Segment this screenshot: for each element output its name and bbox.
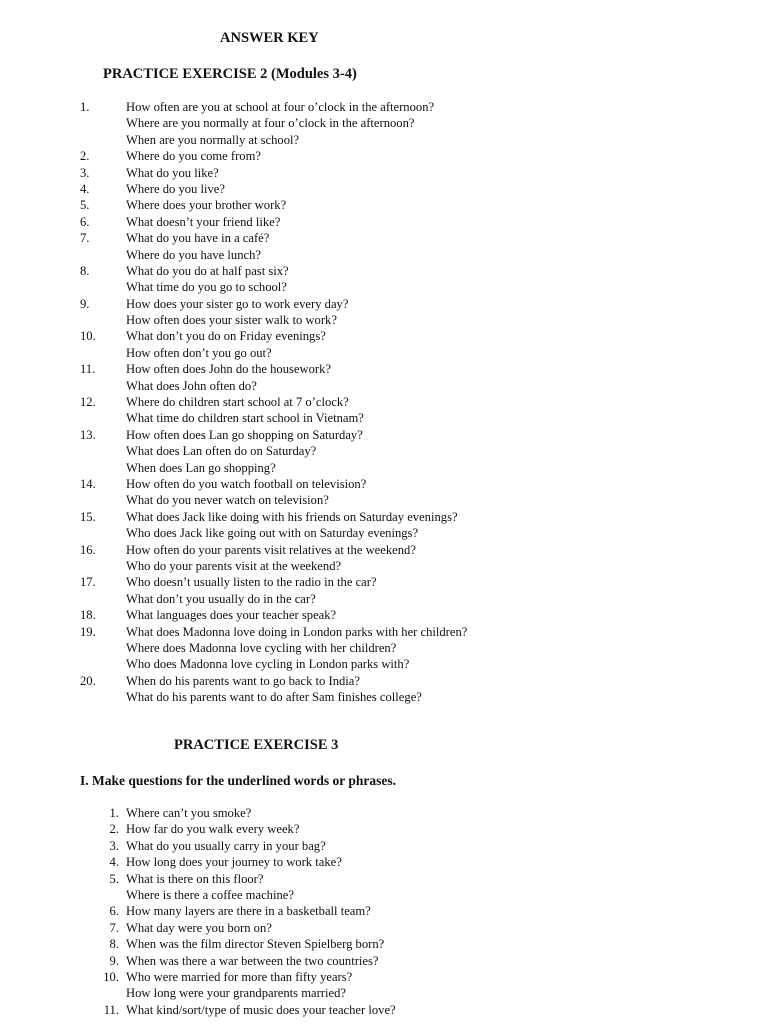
answer-text: What time do children start school in Vietnam? xyxy=(126,411,364,426)
item-number: 5. xyxy=(80,198,90,213)
answer-line xyxy=(80,328,720,344)
answer-line xyxy=(80,132,720,148)
item-number: 11. xyxy=(80,362,96,377)
answer-text: How long does your journey to work take? xyxy=(126,855,342,870)
answer-line xyxy=(80,296,720,312)
answer-line xyxy=(80,394,720,410)
answer-line xyxy=(102,838,702,854)
answer-text: What do you usually carry in your bag? xyxy=(126,838,326,853)
item-number: 9. xyxy=(109,953,119,968)
answer-line xyxy=(102,903,702,919)
item-number: 12. xyxy=(80,395,96,410)
answer-line xyxy=(80,443,720,459)
answer-line xyxy=(80,689,720,705)
item-number: 7. xyxy=(109,920,119,935)
answer-text: Where do you have lunch? xyxy=(126,247,261,262)
item-number: 2. xyxy=(80,149,90,164)
answer-line xyxy=(80,591,720,607)
answer-text: When do his parents want to go back to India? xyxy=(126,673,360,688)
answer-text: What does Jack like doing with his friends on Saturday evenings? xyxy=(126,509,458,524)
answer-text: How often do your parents visit relatives at the weekend? xyxy=(126,542,416,557)
answer-text: Where does Madonna love cycling with her children? xyxy=(126,640,397,655)
item-number: 2. xyxy=(109,822,119,837)
answer-text: What do you do at half past six? xyxy=(126,263,289,278)
item-number: 9. xyxy=(80,296,90,311)
item-number: 6. xyxy=(109,904,119,919)
answer-text: Who does Madonna love cycling in London parks with? xyxy=(126,657,410,672)
answer-key-title: ANSWER KEY xyxy=(220,30,319,46)
item-number: 20. xyxy=(80,673,96,688)
answer-text: What do his parents want to do after Sam finishes college? xyxy=(126,690,422,705)
answer-line xyxy=(80,345,720,361)
answer-text: How does your sister go to work every day? xyxy=(126,296,349,311)
answer-line xyxy=(102,821,702,837)
answer-line xyxy=(102,969,702,985)
exercise2-answer-list xyxy=(80,99,720,705)
item-number: 1. xyxy=(109,806,119,820)
answer-text: Where do you live? xyxy=(126,181,225,196)
exercise3-title: PRACTICE EXERCISE 3 xyxy=(174,737,339,753)
item-number: 8. xyxy=(80,263,90,278)
item-number: 13. xyxy=(80,427,96,442)
exercise3-answer-list xyxy=(102,805,702,1018)
answer-line xyxy=(80,558,720,574)
answer-line xyxy=(80,214,720,230)
answer-text: When does Lan go shopping? xyxy=(126,460,276,475)
answer-line xyxy=(80,197,720,213)
item-number: 11. xyxy=(103,1002,119,1017)
item-number: 4. xyxy=(109,855,119,870)
answer-line xyxy=(102,805,702,821)
answer-text: How often are you at school at four o’clock in the afternoon? xyxy=(126,100,435,114)
item-number: 7. xyxy=(80,231,90,246)
answer-line xyxy=(80,607,720,623)
answer-text: How far do you walk every week? xyxy=(126,822,300,837)
answer-line xyxy=(80,492,720,508)
answer-text: When was the film director Steven Spielberg born? xyxy=(126,937,385,952)
answer-line xyxy=(80,640,720,656)
answer-line xyxy=(80,427,720,443)
item-number: 6. xyxy=(80,214,90,229)
item-number: 17. xyxy=(80,575,96,590)
answer-line xyxy=(80,279,720,295)
answer-line xyxy=(80,525,720,541)
answer-text: How often does Lan go shopping on Saturday? xyxy=(126,427,363,442)
answer-line xyxy=(80,574,720,590)
answer-line xyxy=(102,871,702,887)
answer-line xyxy=(80,181,720,197)
answer-text: Who does Jack like going out with on Saturday evenings? xyxy=(126,526,419,541)
answer-line xyxy=(80,99,720,115)
answer-line xyxy=(80,230,720,246)
answer-text: Where can’t you smoke? xyxy=(126,806,252,820)
item-number: 3. xyxy=(109,838,119,853)
answer-line xyxy=(102,953,702,969)
answer-text: What does Lan often do on Saturday? xyxy=(126,444,317,459)
answer-text: Who do your parents visit at the weekend? xyxy=(126,558,342,573)
answer-text: Where does your brother work? xyxy=(126,198,287,213)
answer-text: When are you normally at school? xyxy=(126,132,300,147)
answer-text: What do you never watch on television? xyxy=(126,493,329,508)
answer-text: Who doesn’t usually listen to the radio in the car? xyxy=(126,575,377,590)
answer-text: When was there a war between the two countries? xyxy=(126,953,379,968)
answer-text: Where do you come from? xyxy=(126,149,261,164)
exercise2-title: PRACTICE EXERCISE 2 (Modules 3-4) xyxy=(103,66,357,82)
answer-line xyxy=(80,542,720,558)
item-number: 3. xyxy=(80,165,90,180)
answer-line xyxy=(102,920,702,936)
answer-text: How long were your grandparents married? xyxy=(126,986,346,1001)
answer-text: What doesn’t your friend like? xyxy=(126,214,281,229)
item-number: 16. xyxy=(80,542,96,557)
answer-line xyxy=(102,985,702,1001)
item-number: 15. xyxy=(80,509,96,524)
answer-line xyxy=(80,410,720,426)
answer-text: What does John often do? xyxy=(126,378,257,393)
answer-text: What do you have in a café? xyxy=(126,231,270,246)
answer-text: How often don’t you go out? xyxy=(126,345,272,360)
answer-line xyxy=(102,854,702,870)
exercise3-section-title: I. Make questions for the underlined words or phrases. xyxy=(80,773,397,788)
answer-line xyxy=(102,936,702,952)
answer-text: Who were married for more than fifty years? xyxy=(126,969,353,984)
answer-text: What languages does your teacher speak? xyxy=(126,608,337,623)
answer-line xyxy=(80,361,720,377)
answer-line xyxy=(80,378,720,394)
answer-line xyxy=(80,148,720,164)
answer-line xyxy=(80,115,720,131)
answer-text: What kind/sort/type of music does your teacher love? xyxy=(126,1002,396,1017)
item-number: 18. xyxy=(80,608,96,623)
answer-text: What day were you born on? xyxy=(126,920,272,935)
answer-line xyxy=(80,673,720,689)
answer-text: How often does your sister walk to work? xyxy=(126,313,337,328)
answer-text: How often do you watch football on television? xyxy=(126,476,367,491)
answer-text: How often does John do the housework? xyxy=(126,362,331,377)
answer-line xyxy=(80,476,720,492)
answer-text: Where are you normally at four o’clock in the afternoon? xyxy=(126,116,415,131)
answer-text: What time do you go to school? xyxy=(126,280,287,295)
answer-text: What do you like? xyxy=(126,165,219,180)
answer-text: Where do children start school at 7 o’clock? xyxy=(126,395,349,410)
answer-line xyxy=(80,509,720,525)
answer-line xyxy=(102,1002,702,1018)
item-number: 1. xyxy=(80,100,90,114)
item-number: 8. xyxy=(109,937,119,952)
item-number: 10. xyxy=(103,969,119,984)
answer-line xyxy=(80,263,720,279)
answer-text: Where is there a coffee machine? xyxy=(126,887,294,902)
item-number: 19. xyxy=(80,624,96,639)
answer-line xyxy=(80,624,720,640)
item-number: 14. xyxy=(80,476,96,491)
answer-line xyxy=(80,247,720,263)
answer-line xyxy=(80,312,720,328)
answer-text: What does Madonna love doing in London parks with her children? xyxy=(126,624,468,639)
item-number: 10. xyxy=(80,329,96,344)
answer-text: How many layers are there in a basketball team? xyxy=(126,904,371,919)
answer-text: What don’t you do on Friday evenings? xyxy=(126,329,326,344)
answer-text: What don’t you usually do in the car? xyxy=(126,591,316,606)
answer-line xyxy=(102,887,702,903)
item-number: 5. xyxy=(109,871,119,886)
answer-text: What is there on this floor? xyxy=(126,871,264,886)
item-number: 4. xyxy=(80,181,90,196)
answer-line xyxy=(80,656,720,672)
answer-line xyxy=(80,460,720,476)
answer-line xyxy=(80,165,720,181)
